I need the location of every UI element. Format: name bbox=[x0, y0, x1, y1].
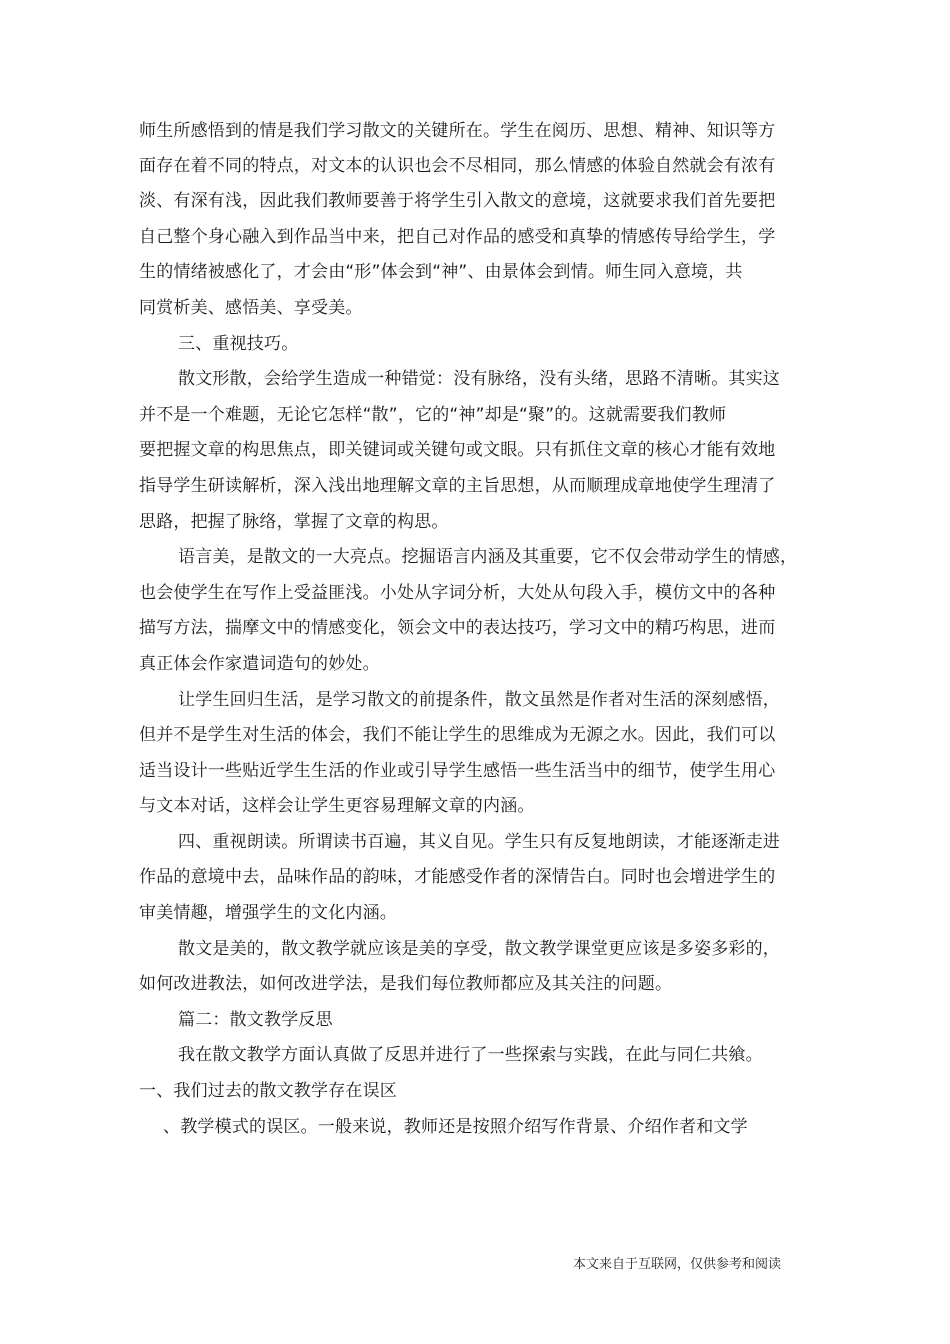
text-line: 自己整个身心融入到作品当中来，把自己对作品的感受和真挚的情感传导给学生，学 bbox=[139, 227, 776, 247]
text-line: 要把握文章的构思焦点，即关键词或关键句或文眼。只有抓住文章的核心才能有效地 bbox=[139, 440, 776, 460]
text-line: 生的情绪被感化了，才会由“形”体会到“神”、由景体会到情。师生同入意境，共 bbox=[139, 262, 743, 282]
text-line: 真正体会作家遣词造句的妙处。 bbox=[139, 654, 380, 674]
text-line: 如何改进教法，如何改进学法，是我们每位教师都应及其关注的问题。 bbox=[139, 974, 673, 994]
text-line: 散文形散，会给学生造成一种错觉：没有脉络，没有头绪，思路不清晰。其实这 bbox=[178, 369, 780, 389]
section-heading: 三、重视技巧。 bbox=[178, 334, 299, 354]
text-line: 淡、有深有浅，因此我们教师要善于将学生引入散文的意境，这就要求我们首先要把 bbox=[139, 191, 776, 211]
text-line: 适当设计一些贴近学生生活的作业或引导学生感悟一些生活当中的细节，使学生用心 bbox=[139, 761, 776, 781]
section-heading: 一、我们过去的散文教学存在误区 bbox=[139, 1081, 397, 1101]
text-line: 让学生回归生活，是学习散文的前提条件，散文虽然是作者对生活的深刻感悟， bbox=[178, 690, 780, 710]
text-line: 并不是一个难题，无论它怎样“散”，它的“神”却是“聚”的。这就需要我们教师 bbox=[139, 405, 727, 425]
section-heading: 篇二：散文教学反思 bbox=[178, 1010, 333, 1030]
text-line: 描写方法，揣摩文中的情感变化，领会文中的表达技巧，学习文中的精巧构思，进而 bbox=[139, 618, 776, 638]
text-line: 面存在着不同的特点，对文本的认识也会不尽相同，那么情感的体验自然就会有浓有 bbox=[139, 156, 776, 176]
text-line: 作品的意境中去，品味作品的韵味，才能感受作者的深情告白。同时也会增进学生的 bbox=[139, 867, 776, 887]
text-line: 也会使学生在写作上受益匪浅。小处从字词分析，大处从句段入手，模仿文中的各种 bbox=[139, 583, 776, 603]
text-line: 思路，把握了脉络，掌握了文章的构思。 bbox=[139, 512, 449, 532]
text-line: 审美情趣，增强学生的文化内涵。 bbox=[139, 903, 397, 923]
text-line: 散文是美的，散文教学就应该是美的享受，散文教学课堂更应该是多姿多彩的， bbox=[178, 939, 780, 959]
text-line: 、教学模式的误区。一般来说，教师还是按照介绍写作背景、介绍作者和文学 bbox=[163, 1117, 748, 1137]
footer-note: 本文来自于互联网，仅供参考和阅读 bbox=[573, 1257, 782, 1272]
text-line: 师生所感悟到的情是我们学习散文的关键所在。学生在阅历、思想、精神、知识等方 bbox=[139, 121, 776, 141]
text-line: 指导学生研读解析，深入浅出地理解文章的主旨思想，从而顺理成章地使学生理清了 bbox=[139, 476, 776, 496]
text-line: 但并不是学生对生活的体会，我们不能让学生的思维成为无源之水。因此，我们可以 bbox=[139, 725, 776, 745]
text-line: 同赏析美、感悟美、享受美。 bbox=[139, 298, 363, 318]
section-heading: 四、重视朗读。所谓读书百遍，其义自见。学生只有反复地朗读，才能逐渐走进 bbox=[178, 832, 780, 852]
text-line: 语言美，是散文的一大亮点。挖掘语言内涵及其重要，它不仅会带动学生的情感， bbox=[178, 547, 798, 567]
text-line: 我在散文教学方面认真做了反思并进行了一些探索与实践，在此与同仁共飨。 bbox=[178, 1045, 763, 1065]
text-line: 与文本对话，这样会让学生更容易理解文章的内涵。 bbox=[139, 796, 535, 816]
